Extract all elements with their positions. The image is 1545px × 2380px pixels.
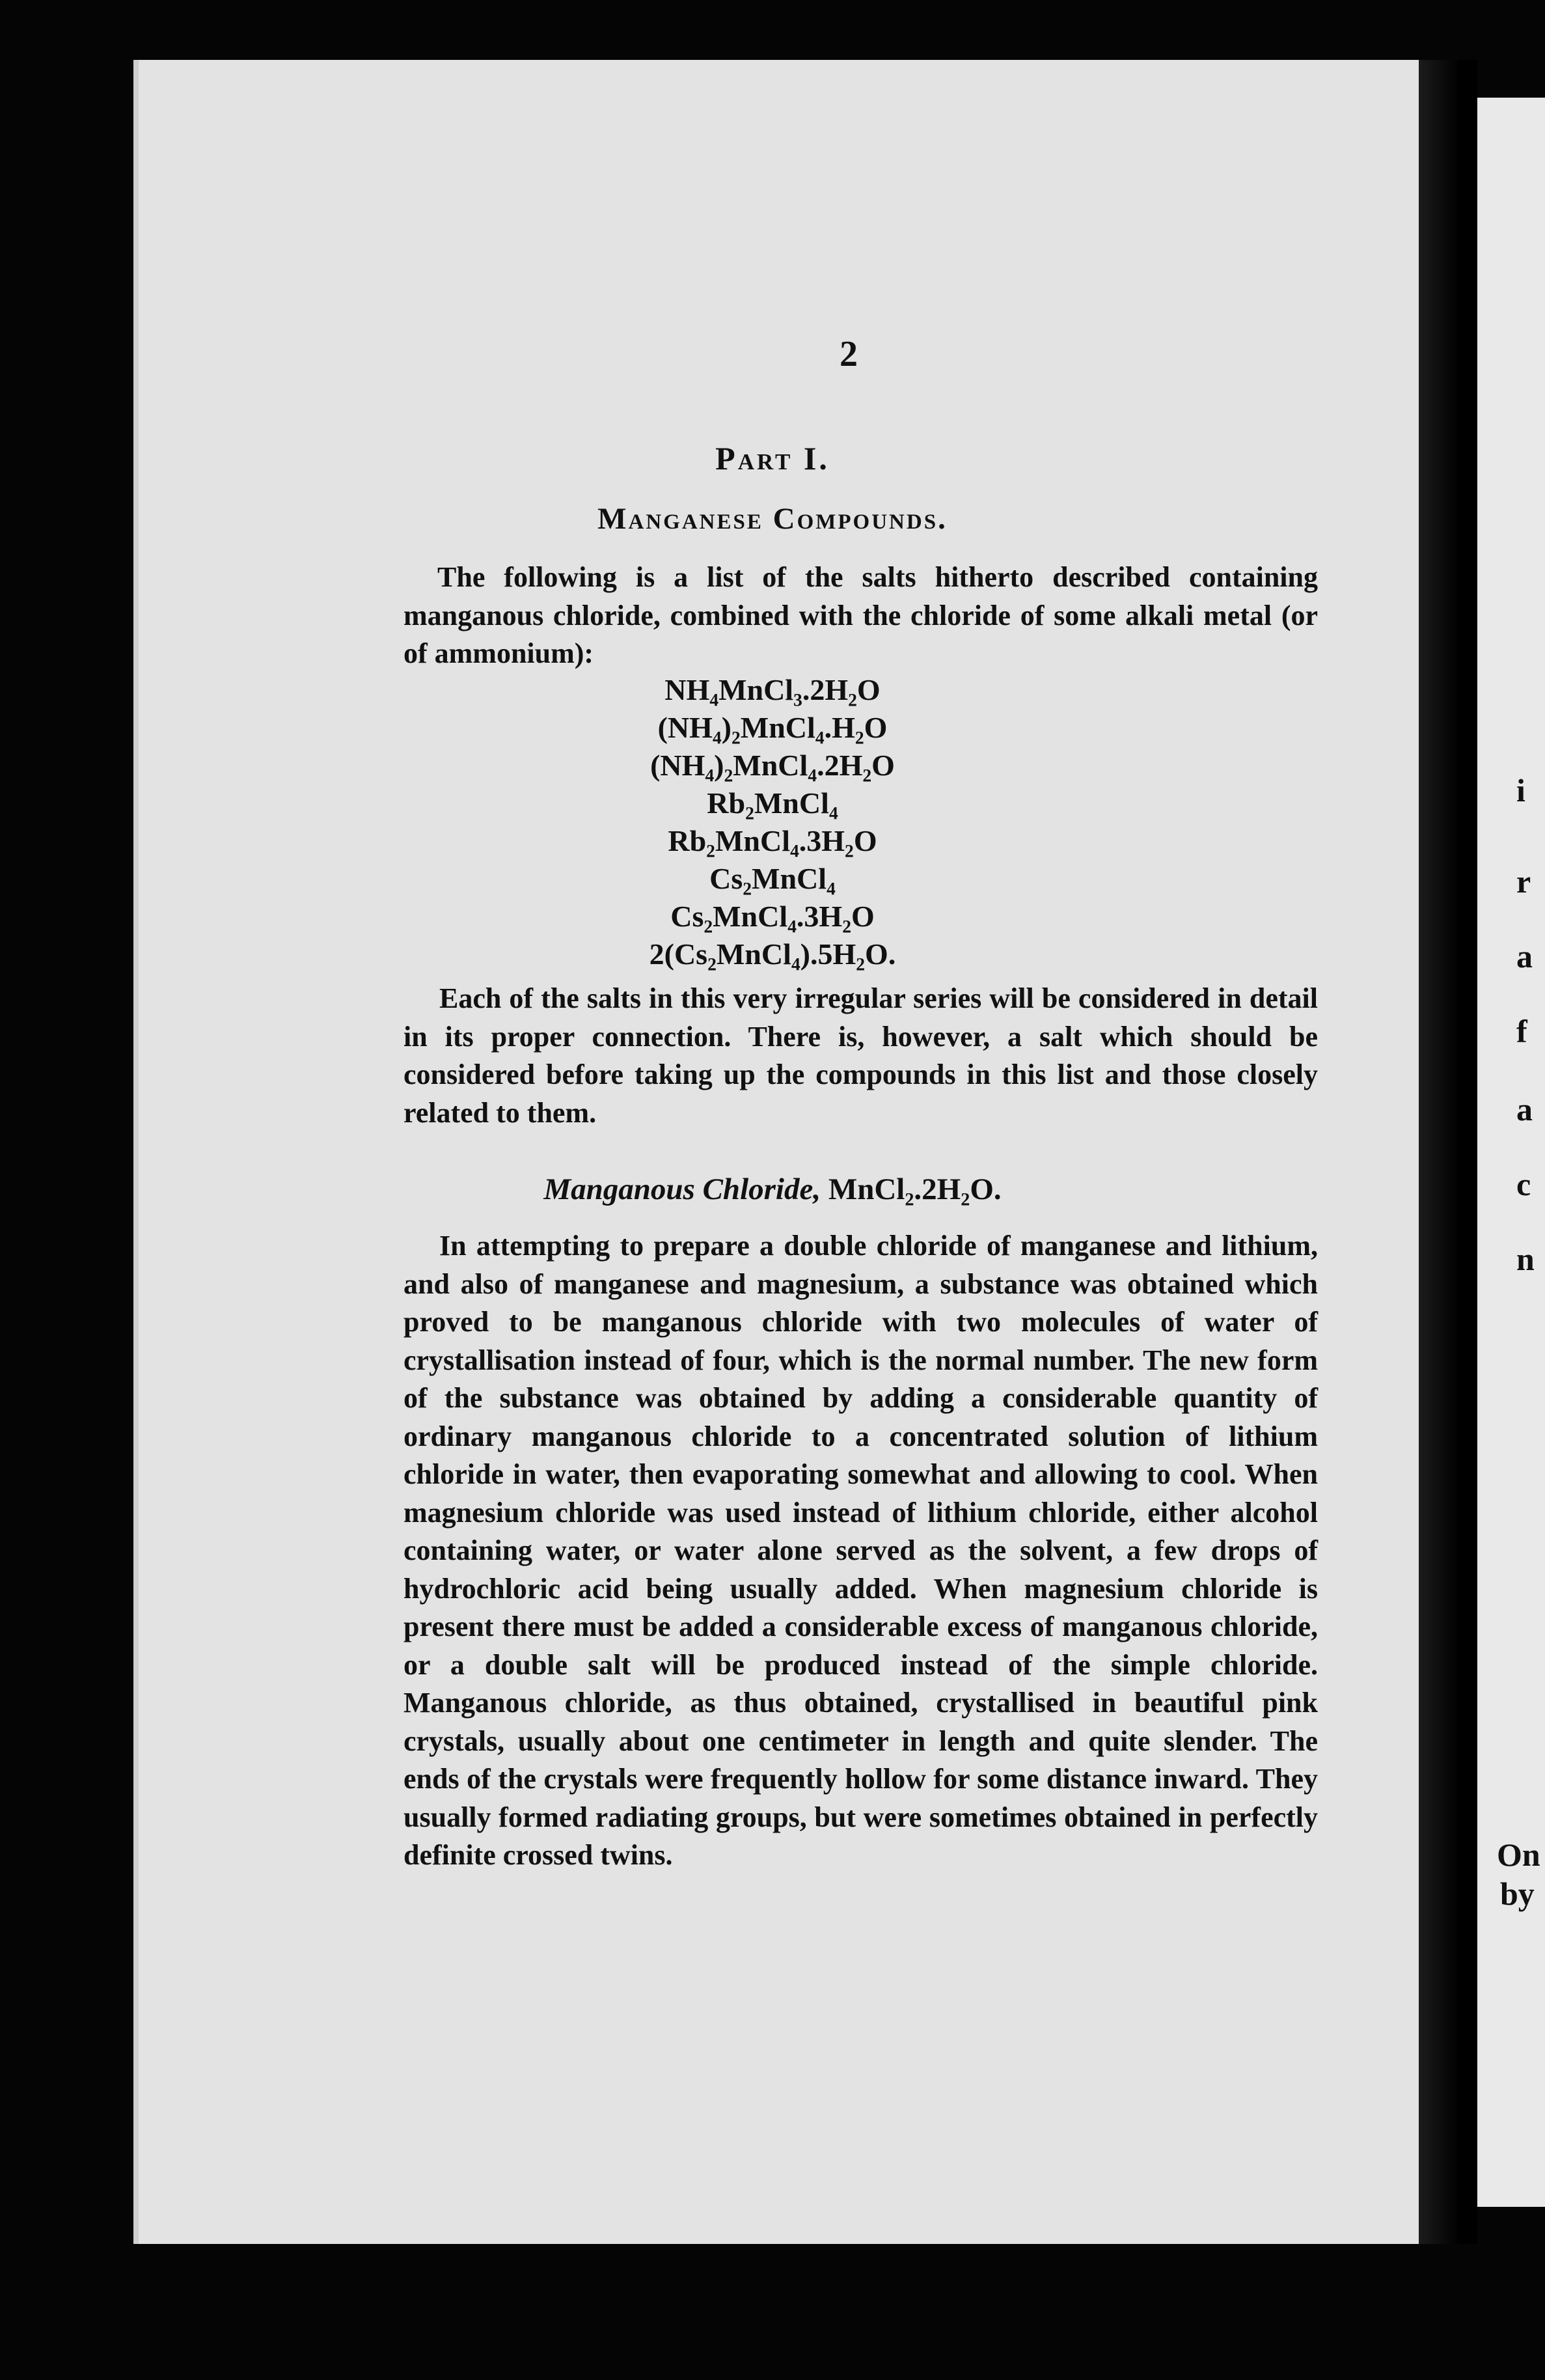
adjacent-page-fragment: a	[1516, 938, 1533, 975]
formula-list	[0, 671, 1545, 973]
intro-paragraph: The following is a list of the salts hitherto described containing manganous chloride, combined with the chloride of some alkali metal (or of ammonium):	[403, 561, 1318, 669]
subheading	[0, 1172, 1545, 1207]
formula-item: (NH₄)₂MnCl₄.H₂O	[657, 711, 888, 744]
subheading-formula: MnCl₂.2H₂O.	[828, 1172, 1002, 1206]
main-paragraph: In attempting to prepare a double chloride of manganese and lithium, and also of manganese and magnesium, a substance was obtained which proved to be manganous chloride with two molecules of water of crystallisation instead of four, which is the normal number. The new form of the substance was obtained by adding a considerable quantity of ordinary manganous chloride to a concentrated solution of lithium chloride in water, then evaporating somewhat and allowing to cool. When magnesium chloride was used instead of lithium chloride, either alcohol containing water, or water alone served as the solvent, a few drops of hydrochloric acid being usually added. When magnesium chloride is present there must be added a considerable excess of manganous chloride, or a double salt will be produced instead of the simple chloride. Manganous chloride, as thus obtained, crystallised in beautiful pink crystals, usually about one centimeter in length and quite slender. The ends of the crystals were frequently hollow for some distance inward. They usually formed radiating groups, but were sometimes obtained in perfectly definite crossed twins.	[403, 1230, 1318, 1871]
adjacent-page-fragment: by	[1500, 1875, 1535, 1912]
formula-item: Rb₂MnCl₄	[707, 786, 838, 820]
adjacent-page-fragment: a	[1516, 1091, 1533, 1128]
part-title: Part I.	[715, 440, 830, 477]
adjacent-page-fragment: c	[1516, 1166, 1531, 1202]
page-number: 2	[840, 334, 858, 374]
subheading-title: Manganous Chloride,	[543, 1172, 821, 1206]
section-title: Manganese Compounds.	[597, 502, 948, 536]
formula-item: Cs₂MnCl₄.3H₂O	[670, 900, 875, 933]
adjacent-page-fragment: n	[1516, 1241, 1535, 1277]
book-page	[133, 60, 1424, 2244]
book-gutter	[1419, 60, 1477, 2244]
formula-item: NH₄MnCl₃.2H₂O	[664, 673, 881, 706]
adjacent-page-fragment: i	[1516, 772, 1525, 809]
formula-item: Rb₂MnCl₄.3H₂O	[668, 824, 877, 857]
formula-item: 2(Cs₂MnCl₄).5H₂O.	[649, 937, 896, 971]
considered-paragraph: Each of the salts in this very irregular series will be considered in detail in its proper connection. There is, however, a salt which should be considered before taking up the compounds in this list and those closely related to them.	[403, 982, 1318, 1129]
adjacent-page-fragment: r	[1516, 863, 1531, 900]
adjacent-page-fragment: On	[1497, 1836, 1540, 1873]
adjacent-page-fragment: f	[1516, 1013, 1527, 1049]
formula-item: Cs₂MnCl₄	[709, 862, 836, 895]
formula-item: (NH₄)₂MnCl₄.2H₂O	[650, 749, 895, 782]
